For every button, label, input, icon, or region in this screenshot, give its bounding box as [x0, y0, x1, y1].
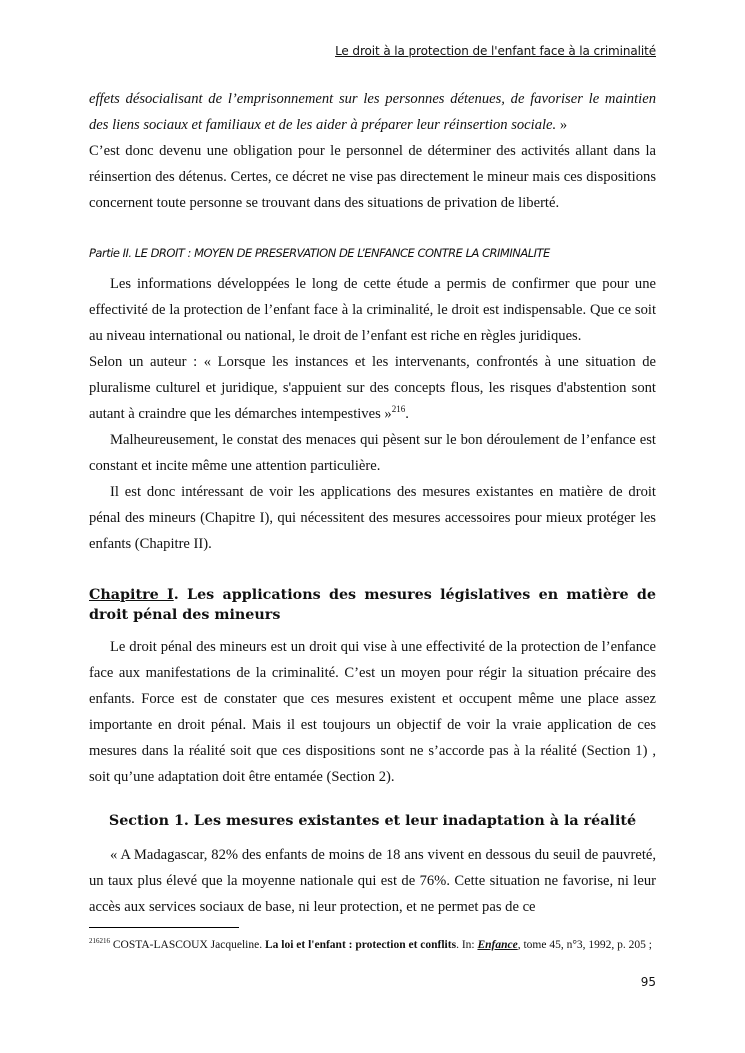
footnote: $^{216216}$ COSTA-LASCOUX Jacqueline. La loi et l'enfant : protection et conflits. In: Enfance, tome 45, n°3, 1992, p. 205 ; — [89, 937, 653, 951]
footnote-reference[interactable]: 216 — [391, 404, 406, 415]
footnote-journal-link[interactable]: Enfance — [477, 938, 518, 951]
part-paragraph-3: Malheureusement, le constat des menaces qui pèsent sur le bon déroulement de l’enfance est constant et incite même une attention particulière. — [89, 432, 656, 474]
intro-block — [89, 86, 656, 216]
chapter-label: Chapitre I — [89, 587, 174, 603]
part-paragraph-2: Selon un auteur : « Lorsque les instances et les intervenants, confrontés à une situation de pluralisme culturel et juridique, s'appuient sur des concepts flous, les risques d'abstention sont autant à craindre que les démarches intempestives »$^{216}$. — [89, 354, 656, 422]
intro-quote-end: effets désocialisant de l’emprisonnement sur les personnes détenues, de favoriser le maintien des liens sociaux et familiaux et de les aider à préparer leur réinsertion sociale. » — [89, 91, 656, 133]
running-header: Le droit à la protection de l'enfant face à la criminalité — [335, 44, 656, 58]
page-number: 95 — [640, 975, 656, 989]
part-body — [89, 271, 656, 557]
part-paragraph-1: Les informations développées le long de cette étude a permis de confirmer que pour une effectivité de la protection de l’enfant face à la criminalité, le droit est indispensable. Que ce soit au niveau international ou national, le droit de l’enfant est riche en règles juridiques. — [89, 276, 656, 344]
footnote-separator — [89, 927, 239, 928]
intro-paragraph: C’est donc devenu une obligation pour le personnel de déterminer des activités allant dans la réinsertion des détenus. Certes, ce décret ne vise pas directement le mineur mais ces dispositions concernent toute personne se trouvant dans des situations de privation de liberté. — [89, 143, 656, 211]
chapter-body — [89, 634, 656, 790]
document-page — [89, 0, 656, 1053]
footnote-title: La loi et l'enfant : protection et conflits — [264, 938, 457, 951]
chapter-title: . Les applications des mesures législatives en matière de droit pénal des mineurs — [89, 587, 656, 623]
section-paragraph: « A Madagascar, 82% des enfants de moins de 18 ans vivent en dessous du seuil de pauvreté, un taux plus élevé que la moyenne nationale qui est de 76%. Cette situation ne favorise, ni leur accès aux services sociaux de base, ni leur protection, et ne permet pas de ce — [89, 847, 656, 915]
section-body — [89, 842, 656, 920]
part-heading: Partie II. LE DROIT : MOYEN DE PRESERVATION DE L’ENFANCE CONTRE LA CRIMINALITE — [89, 246, 550, 260]
chapter-paragraph: Le droit pénal des mineurs est un droit qui vise à une effectivité de la protection de l’enfance face aux manifestations de la criminalité. C’est un moyen pour régir la situation précaire des enfants. Force est de constater que ces mesures existent et occupent même une place assez importante en droit pénal. Mais il est toujours un objectif de voir la vraie application de ces mesures dans la réalité soit que ces dispositions sont ne s’accorde pas à la réalité (Section 1) , soit qu’une adaptation doit être entamée (Section 2). — [89, 639, 656, 785]
part-paragraph-4: Il est donc intéressant de voir les applications des mesures existantes en matière de droit pénal des mineurs (Chapitre I), qui nécessitent des mesures accessoires pour mieux protéger les enfants (Chapitre II). — [89, 484, 656, 552]
footnote-marker: 216216 — [89, 937, 110, 945]
chapter-heading — [89, 585, 656, 625]
section-heading: Section 1. Les mesures existantes et leur inadaptation à la réalité — [108, 813, 637, 829]
